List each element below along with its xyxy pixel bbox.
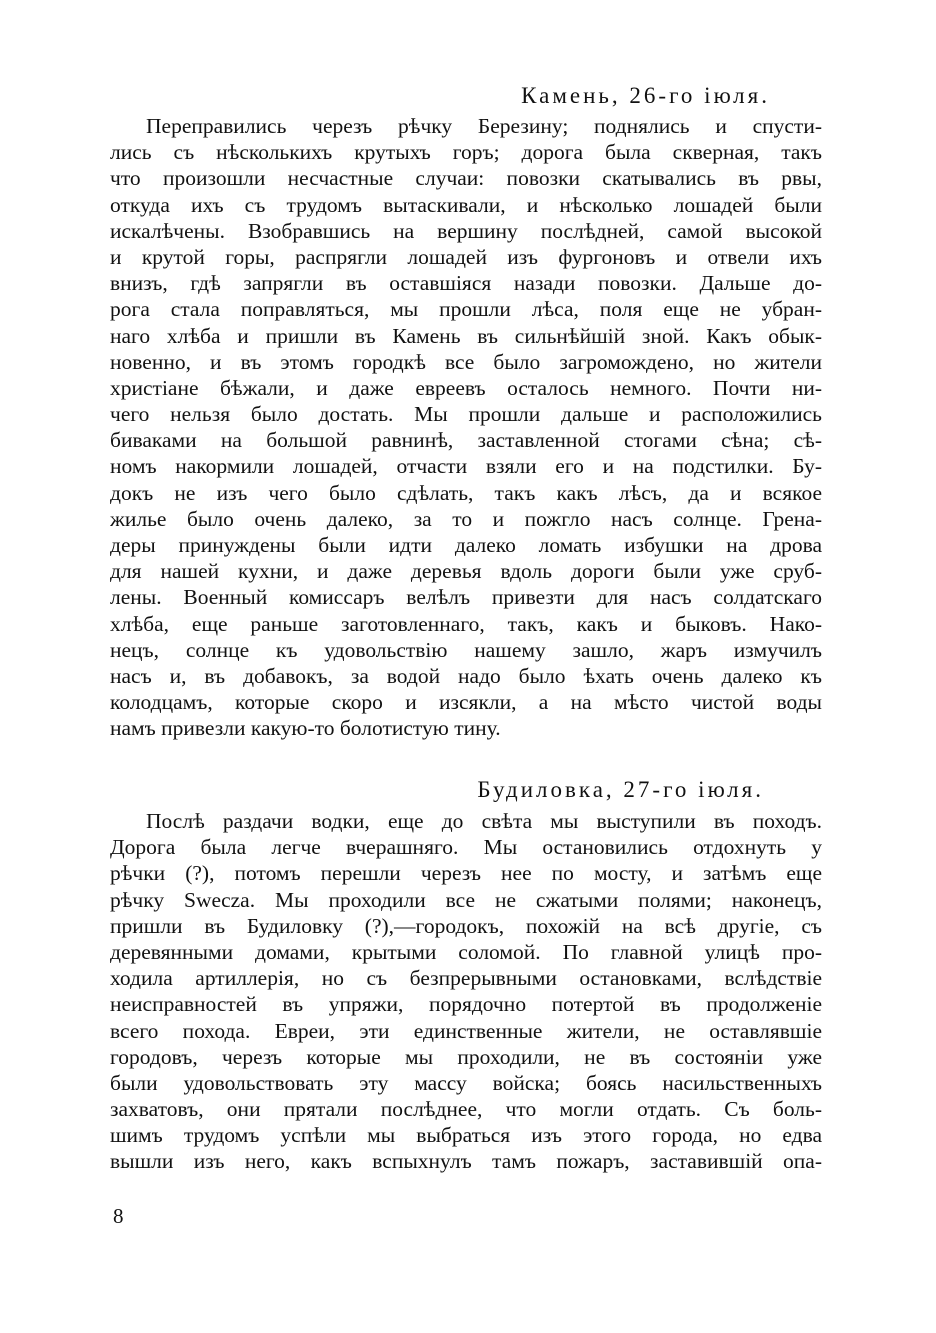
text-line: неисправностей въ упряжи, порядочно потертой въ продолженіе [110, 992, 822, 1017]
text-line: рѣчки (?), потомъ перешли черезъ нее по мосту, и затѣмъ еще [110, 861, 822, 886]
text-line: докъ не изъ чего было сдѣлать, такъ какъ лѣсъ, да и всякое [110, 480, 822, 505]
text-line: насъ и, въ добавокъ, за водой надо было ѣхать очень далеко къ [110, 663, 822, 688]
text-line: были удовольствовать эту массу войска; боясь насильственныхъ [110, 1070, 822, 1095]
paragraph-kamen [110, 113, 822, 742]
text-line: ходила артиллерія, но съ безпрерывными остановками, вслѣдствіе [110, 966, 822, 991]
text-line: внизъ, гдѣ запрягли въ оставшіяся назади повозки. Дальше до- [110, 271, 822, 296]
text-line: и крутой горы, распрягли лошадей изъ фургоновъ и отвели ихъ [110, 244, 822, 269]
text-line: для нашей кухни, и даже деревья вдоль дороги были уже сруб- [110, 559, 822, 584]
text-line: шимъ трудомъ успѣли мы выбраться изъ этого города, но едва [110, 1123, 822, 1148]
text-line: номъ накормили лошадей, отчасти взяли его и на подстилки. Бу- [110, 454, 822, 479]
text-line: всего похода. Евреи, эти единственные жители, не оставлявшіе [110, 1018, 822, 1043]
text-line: деревянными домами, крытыми соломой. По главной улицѣ про- [110, 939, 822, 964]
text-line: Переправились черезъ рѣчку Березину; поднялись и спусти- [146, 114, 822, 138]
text-line: вышли изъ него, какъ вспыхнулъ тамъ пожаръ, заставившій опа- [110, 1149, 822, 1174]
section-heading-budilovka: Будиловка, 27-го іюля. [477, 777, 764, 802]
section-heading-kamen: Камень, 26-го іюля. [521, 83, 770, 108]
text-line: рѣчку Swecza. Мы проходили все не сжатыми полями; наконецъ, [110, 887, 822, 912]
text-line: биваками на большой равнинѣ, заставленной стогами сѣна; сѣ- [110, 428, 822, 453]
text-line: христіане бѣжали, и даже евреевъ осталось немного. Почти ни- [110, 375, 822, 400]
text-line: захватовъ, они прятали послѣднее, что могли отдать. Съ боль- [110, 1097, 822, 1122]
text-line: искалѣчены. Взобравшись на вершину послѣдней, самой высокой [110, 218, 822, 243]
paragraph-budilovka [110, 808, 822, 1175]
text-line: хлѣба, еще раньше заготовленнаго, такъ, какъ и быковъ. Нако- [110, 611, 822, 636]
text-line: жилье было очень далеко, за то и пожгло насъ солнце. Грена- [110, 506, 822, 531]
text-line: рога стала поправляться, мы прошли лѣса, поля еще не убран- [110, 297, 822, 322]
text-line: откуда ихъ съ трудомъ вытаскивали, и нѣсколько лошадей были [110, 192, 822, 217]
text-line: нецъ, солнце къ удовольствію нашему зашло, жаръ измучилъ [110, 637, 822, 662]
text-line: лись съ нѣсколькихъ крутыхъ горъ; дорога была скверная, такъ [110, 140, 822, 165]
text-line: Послѣ раздачи водки, еще до свѣта мы выступили въ походъ. [146, 809, 822, 833]
text-line: пришли въ Будиловку (?),—городокъ, похожій на всѣ другіе, съ [110, 913, 822, 938]
text-line: городовъ, черезъ которые мы проходили, не въ состояніи уже [110, 1044, 822, 1069]
text-line: деры принуждены были идти далеко ломать избушки на дрова [110, 533, 822, 557]
text-line: колодцамъ, которые скоро и изсякли, а на мѣсто чистой воды [110, 690, 822, 715]
page-number: 8 [113, 1204, 124, 1228]
text-line: наго хлѣба и пришли въ Камень въ сильнѣйшій зной. Какъ обык- [110, 323, 822, 348]
text-line: намъ привезли какую-то болотистую тину. [110, 716, 501, 741]
text-line: Дорога была легче вчерашняго. Мы остановились отдохнуть у [110, 835, 822, 860]
text-line: новенно, и въ этомъ городкѣ все было загромождено, но жители [110, 349, 822, 374]
text-line: что произошли несчастные случаи: повозки скатывались въ рвы, [110, 166, 822, 191]
text-line: лены. Военный комиссаръ велѣлъ привезти для насъ солдатскаго [110, 585, 822, 610]
text-line: чего нельзя было достать. Мы прошли дальше и расположились [110, 402, 822, 427]
